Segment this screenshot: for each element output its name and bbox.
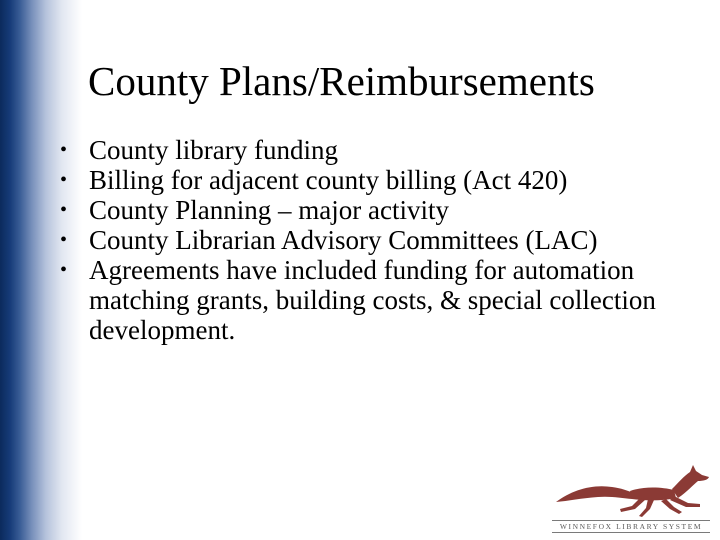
bullet-text: Billing for adjacent county billing (Act 420) <box>89 165 568 195</box>
bullet-text: County Planning – major activity <box>89 195 449 225</box>
bullet-text: County Librarian Advisory Committees (LAC) <box>89 225 598 255</box>
bullet-item <box>0 225 669 255</box>
logo-text: WINNEFOX LIBRARY SYSTEM <box>559 522 703 531</box>
bullet-dot: • <box>60 139 68 161</box>
bullet-item <box>0 165 669 195</box>
bullet-text: County library funding <box>89 135 338 165</box>
bullet-dot: • <box>60 259 68 281</box>
bullet-text: Agreements have included funding for automation matching grants, building costs, & special collection development. <box>89 255 656 345</box>
bullet-item <box>0 255 669 345</box>
bullet-dot: • <box>60 169 68 191</box>
bullet-dot: • <box>60 229 68 251</box>
winnefox-logo <box>548 462 714 538</box>
slide-title: County Plans/Reimbursements <box>88 58 595 104</box>
bullet-list <box>0 135 720 345</box>
bullet-item <box>0 195 669 225</box>
logo-rule-top <box>552 520 710 521</box>
bullet-dot: • <box>60 199 68 221</box>
logo-rule-bottom <box>552 532 710 533</box>
fox-icon <box>548 462 714 520</box>
bullet-item <box>0 135 669 165</box>
